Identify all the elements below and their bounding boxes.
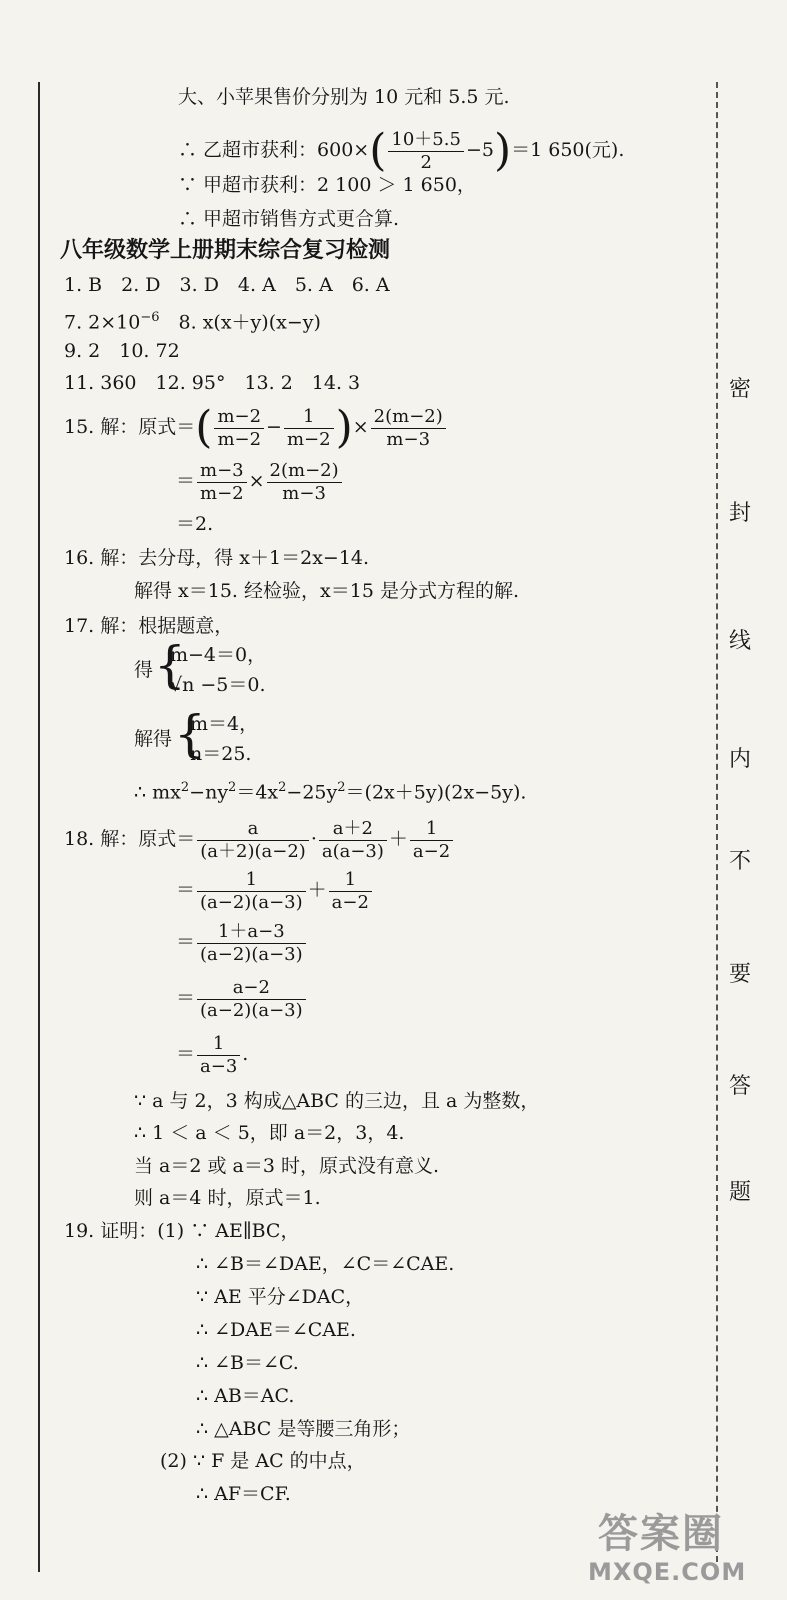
text-line: ∴ 甲超市销售方式更合算. xyxy=(178,208,400,230)
q18-line4: ＝ $\frac{a-2}{(a-2)(a-3)}$ xyxy=(176,974,308,1022)
fraction: $\frac{1+a-3}{(a-2)(a-3)}$ xyxy=(197,921,306,966)
q16-line1: 16. 解：去分母，得 x＋1＝2x−14. xyxy=(64,547,370,569)
seal-char: 密 xyxy=(728,377,751,402)
seal-char: 内 xyxy=(728,747,751,772)
system-eq: √n −5＝0. xyxy=(170,674,266,696)
q15-line1: 15. 解：原式＝( $\frac{m-2}{m-2}$ − $\frac{1}{m-2}$ )× $\frac{2(m-2)}{m-3}$ xyxy=(64,402,448,452)
answer-row: 11. 360 12. 95° 13. 2 14. 3 xyxy=(64,372,361,394)
seal-char: 题 xyxy=(728,1180,751,1205)
answer-row: 9. 2 10. 72 xyxy=(64,340,180,362)
text-span: ＝1 650(元). xyxy=(511,139,625,161)
q19-line: ∴ AF＝CF. xyxy=(196,1483,291,1505)
q18-line3: ＝ $\frac{1+a-3}{(a-2)(a-3)}$ xyxy=(176,918,308,966)
fraction: $\frac{m-2}{m-2}$ xyxy=(214,406,264,451)
system-eq: m＝4， xyxy=(190,713,259,735)
fraction: $\frac{a-2}{(a-2)(a-3)}$ xyxy=(197,977,306,1022)
q19-line: (2) ∵ F 是 AC 的中点， xyxy=(160,1450,366,1472)
fraction: $\frac{m-3}{m-2}$ xyxy=(197,460,247,505)
seal-char: 答 xyxy=(728,1074,751,1099)
q19-line: 19. 证明：(1) ∵ AE∥BC， xyxy=(64,1220,300,1242)
q18-text: 则 a＝4 时，原式＝1. xyxy=(134,1187,321,1209)
q18-line2: ＝ $\frac{1}{(a-2)(a-3)}$ ＋ $\frac{1}{a-2}$ xyxy=(176,866,374,914)
fraction: $\frac{2(m-2)}{m-3}$ xyxy=(267,460,342,505)
fraction: $\frac{1}{a-3}$ xyxy=(197,1033,240,1078)
fraction: $\frac{a+2}{a(a-3)}$ xyxy=(319,818,387,863)
q17-jiede: 解得 xyxy=(134,728,173,750)
math-line: ∴ 乙超市获利：600×( $\frac{10+5.5}{2}$ −5)＝1 650(元). xyxy=(178,125,625,176)
text-line: ∵ 甲超市获利：2 100 ＞ 1 650， xyxy=(178,174,476,196)
text-line: 大、小苹果售价分别为 10 元和 5.5 元. xyxy=(178,86,510,108)
system-eq: n＝25. xyxy=(190,743,252,765)
q19-line: ∴ ∠B＝∠DAE，∠C＝∠CAE. xyxy=(196,1253,455,1275)
text-span: −5 xyxy=(465,139,494,161)
seal-char: 要 xyxy=(728,962,751,987)
q17-line1: 17. 解：根据题意， xyxy=(64,615,234,637)
brace: { xyxy=(174,705,206,763)
q15-line2: ＝ $\frac{m-3}{m-2}$ × $\frac{2(m-2)}{m-3}$ xyxy=(176,456,344,506)
text-span: ∴ 乙超市获利：600× xyxy=(178,139,370,161)
watermark-logo: 答案圈 MXQE.COM xyxy=(588,1511,747,1586)
q17-de: 得 xyxy=(134,659,154,681)
answer-row: 1. B 2. D 3. D 4. A 5. A 6. A xyxy=(64,274,390,296)
q19-line: ∴ AB＝AC. xyxy=(196,1385,295,1407)
binding-dashed-line xyxy=(716,82,718,1572)
seal-char: 不 xyxy=(728,849,751,874)
q18-line1: 18. 解：原式＝ $\frac{a}{(a+2)(a-2)}$ · $\frac{a+2}{a(a-3)}$ ＋ $\frac{1}{a-2}$ xyxy=(64,815,455,863)
fraction: $\frac{2(m-2)}{m-3}$ xyxy=(371,406,446,451)
seal-char: 封 xyxy=(728,501,751,526)
fraction: $\frac{1}{a-2}$ xyxy=(410,818,453,863)
q18-text: ∵ a 与 2，3 构成△ABC 的三边，且 a 为整数， xyxy=(134,1090,540,1112)
q19-line: ∴ △ABC 是等腰三角形； xyxy=(196,1418,411,1440)
q18-line5: ＝ $\frac{1}{a-3}$ . xyxy=(176,1032,249,1077)
system-eq: m−4＝0， xyxy=(170,644,267,666)
q18-text: 当 a＝2 或 a＝3 时，原式没有意义. xyxy=(134,1155,440,1177)
q16-line2: 解得 x＝15. 经检验，x＝15 是分式方程的解. xyxy=(134,580,519,602)
q15-result: ＝2. xyxy=(176,513,214,535)
fraction: $\frac{1}{m-2}$ xyxy=(284,406,334,451)
seal-char: 线 xyxy=(728,629,751,654)
section-heading: 八年级数学上册期末综合复习检测 xyxy=(60,238,391,263)
fraction: $\frac{1}{a-2}$ xyxy=(329,869,372,914)
answer-row: 7. $2\times 10^{-6}$ 8. x(x＋y)(x−y) xyxy=(64,310,321,334)
q18-text: ∴ 1 ＜ a ＜ 5，即 a＝2，3，4. xyxy=(134,1122,405,1144)
fraction: $\frac{a}{(a+2)(a-2)}$ xyxy=(197,818,309,863)
fraction: $\frac{10+5.5}{2}$ xyxy=(388,129,464,174)
left-margin-rule xyxy=(38,82,40,1572)
q19-line: ∵ AE 平分∠DAC， xyxy=(196,1286,365,1308)
fraction: $\frac{1}{(a-2)(a-3)}$ xyxy=(197,869,306,914)
brace: { xyxy=(154,636,186,694)
q19-line: ∴ ∠B＝∠C. xyxy=(196,1352,299,1374)
q19-line: ∴ ∠DAE＝∠CAE. xyxy=(196,1319,356,1341)
q17-final: ∴ $mx^2-ny^2=4x^2-25y^2=(2x+5y)(2x-5y)$. xyxy=(134,780,527,804)
